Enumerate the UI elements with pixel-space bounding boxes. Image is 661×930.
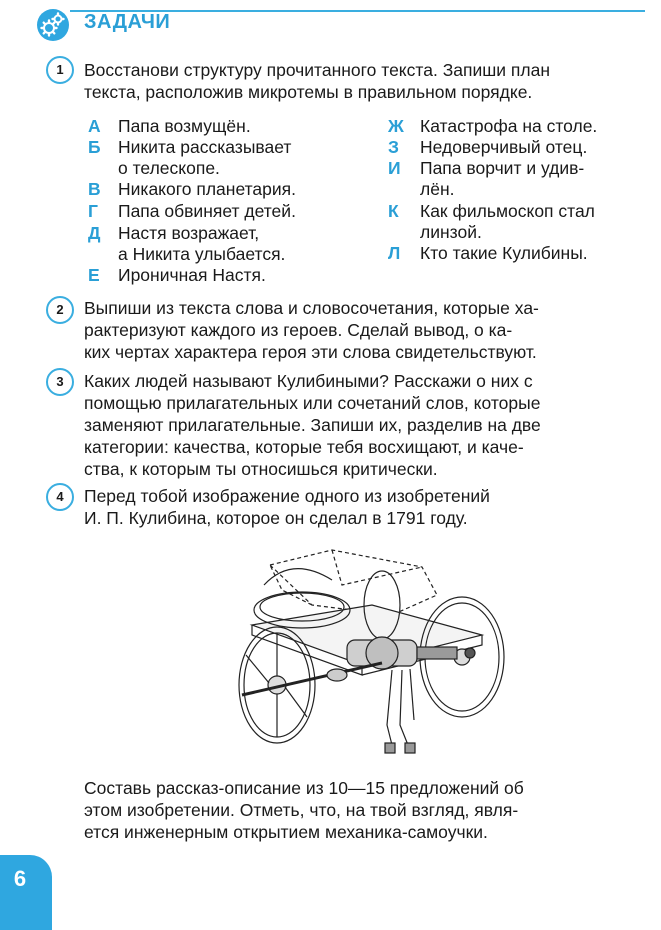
plan-letter: И: [388, 158, 401, 178]
page-number-tab: [0, 855, 52, 930]
text-line: категории: качества, которые тебя восхищают, и каче-: [84, 437, 524, 457]
task-number-3: 3: [46, 368, 74, 396]
plan-text: Папа ворчит и удив-: [420, 158, 585, 178]
gears-icon: [36, 8, 70, 42]
plan-text: а Никита улыбается.: [118, 244, 286, 264]
plan-letter: Л: [388, 243, 401, 263]
page-number: 6: [13, 866, 27, 891]
task-1-text: [84, 59, 640, 103]
plan-text: Настя возражает,: [118, 223, 260, 243]
task-4-text: [84, 485, 640, 529]
task-number-4: 4: [46, 483, 74, 511]
plan-letter: В: [88, 179, 101, 199]
task-2-text: [84, 297, 640, 363]
kulibin-carriage-illustration: [222, 545, 522, 763]
plan-letter: К: [388, 201, 399, 221]
text-line: Выпиши из текста слова и словосочетания, которые ха-: [84, 298, 539, 318]
plan-text: Никакого планетария.: [118, 179, 296, 199]
plan-text: Никита рассказывает: [118, 137, 292, 157]
text-line: Перед тобой изображение одного из изобретений: [84, 486, 490, 506]
plan-letter: З: [388, 137, 399, 157]
text-line: Каких людей называют Кулибиными? Расскажи о них с: [84, 371, 533, 391]
plan-letter: А: [88, 116, 101, 136]
plan-text: Папа возмущён.: [118, 116, 251, 136]
text-line: Составь рассказ-описание из 10—15 предложений об: [84, 778, 524, 798]
text-line: ких чертах характера героя эти слова свидетельствуют.: [84, 342, 537, 362]
text-line: этом изобретении. Отметь, что, на твой взгляд, явля-: [84, 800, 519, 820]
text-line: текста, расположив микротемы в правильном порядке.: [84, 82, 533, 102]
plan-text: Катастрофа на столе.: [420, 116, 598, 136]
task-number-1: 1: [46, 56, 74, 84]
section-title: ЗАДАЧИ: [84, 11, 171, 33]
plan-letter: Б: [88, 137, 101, 157]
plan-text: лён.: [420, 179, 455, 199]
section-header: [0, 0, 661, 44]
text-line: помощью прилагательных или сочетаний слов, которые: [84, 393, 541, 413]
plan-text: Кто такие Кулибины.: [420, 243, 588, 263]
plan-letter: Е: [88, 265, 100, 285]
text-line: И. П. Кулибина, которое он сделал в 1791 году.: [84, 508, 468, 528]
plan-letter: Ж: [388, 116, 404, 136]
plan-text: о телескопе.: [118, 158, 220, 178]
task-number-2: 2: [46, 296, 74, 324]
plan-letter: Д: [88, 223, 101, 243]
plan-letter: Г: [88, 201, 98, 221]
plan-text: Папа обвиняет детей.: [118, 201, 296, 221]
plan-text: Недоверчивый отец.: [420, 137, 588, 157]
plan-text: линзой.: [420, 222, 482, 242]
text-line: ется инженерным открытием механика-самоучки.: [84, 822, 488, 842]
text-line: Восстанови структуру прочитанного текста. Запиши план: [84, 60, 551, 80]
text-line: заменяют прилагательные. Запиши их, разделив на две: [84, 415, 541, 435]
plan-text: Ироничная Настя.: [118, 265, 266, 285]
text-line: ства, к которым ты относишься критически.: [84, 459, 438, 479]
plan-text: Как фильмоскоп стал: [420, 201, 595, 221]
task-3-text: [84, 370, 640, 480]
final-paragraph: [84, 777, 640, 843]
text-line: рактеризуют каждого из героев. Сделай вывод, о ка-: [84, 320, 513, 340]
